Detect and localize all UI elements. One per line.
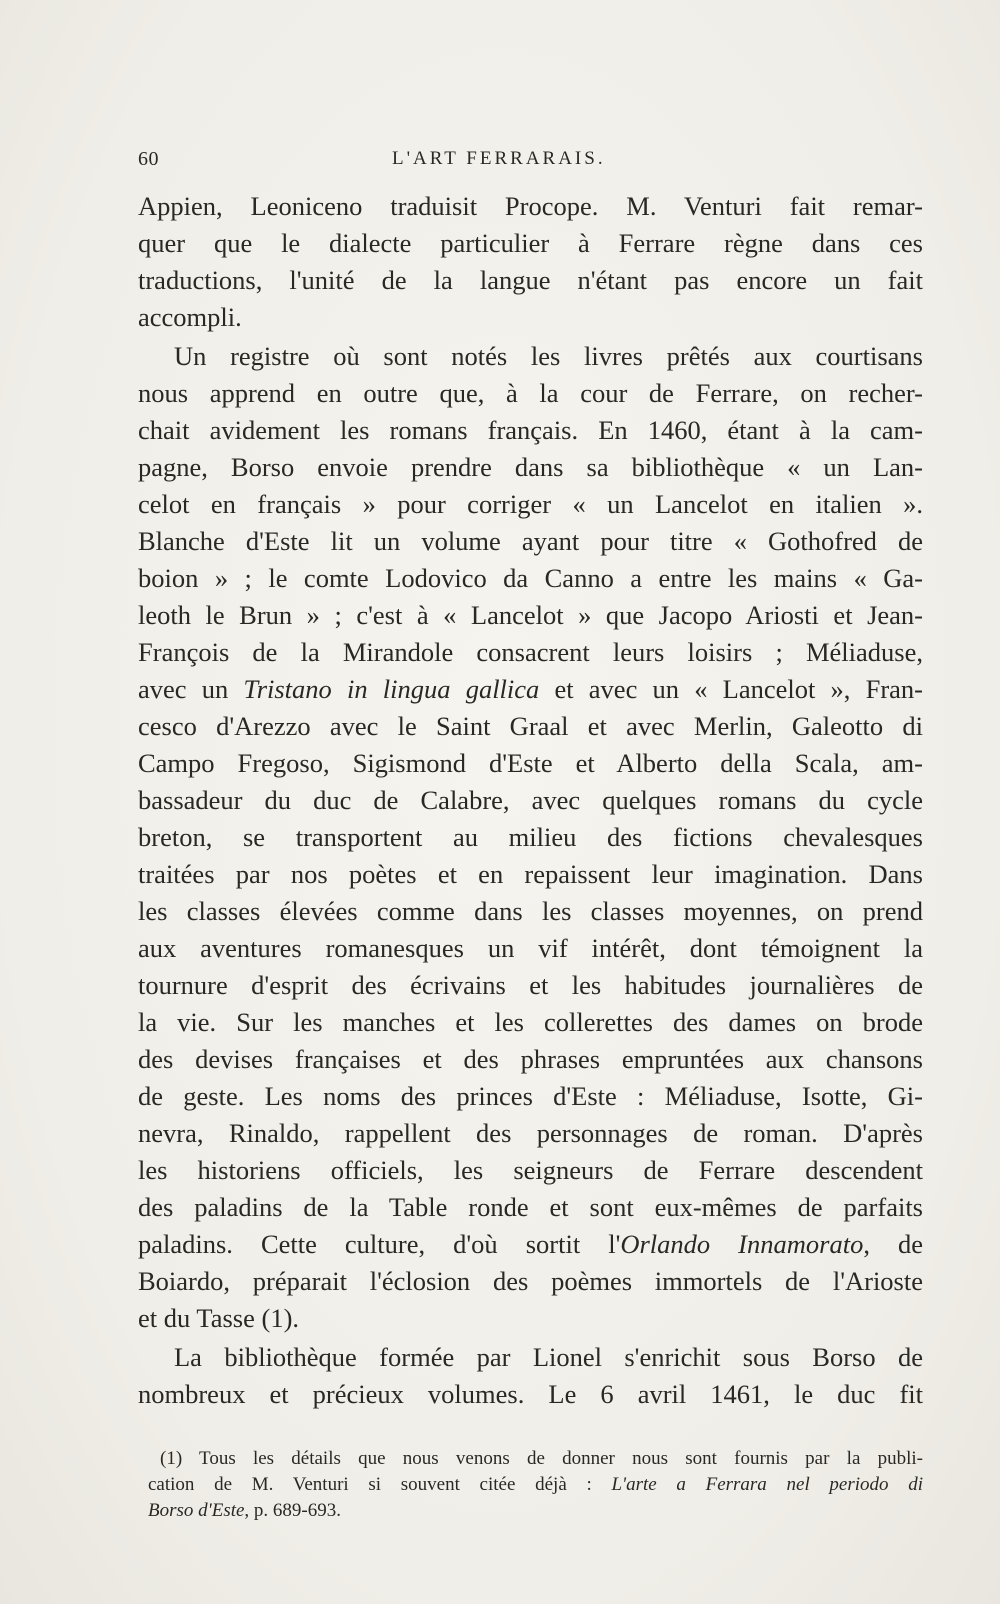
text-line: Blanche d'Este lit un volume ayant pour titre « Gothofred de (138, 526, 923, 556)
text-line: nombreux et précieux volumes. Le 6 avril 1461, le duc fit (138, 1379, 923, 1409)
text-line: quer que le dialecte particulier à Ferrare règne dans ces (138, 228, 923, 258)
text-line: nous apprend en outre que, à la cour de Ferrare, on recher- (138, 378, 923, 408)
text-line: tournure d'esprit des écrivains et les habitudes journalières de (138, 970, 923, 1000)
text-line: chait avidement les romans français. En 1460, étant à la cam- (138, 415, 923, 445)
footnote (148, 1446, 923, 1524)
text-line: des paladins de la Table ronde et sont eux-mêmes de parfaits (138, 1192, 923, 1222)
text-line: Un registre où sont notés les livres prêtés aux courtisans (174, 341, 923, 371)
text-line-with-italic (138, 671, 923, 708)
italic-title: L'arte a Ferrara nel periodo di (611, 1474, 924, 1495)
text-line: leoth le Brun » ; c'est à « Lancelot » que Jacopo Ariosti et Jean- (138, 600, 923, 630)
text-line: Campo Fregoso, Sigismond d'Este et Alberto della Scala, am- (138, 748, 923, 778)
text-line: traductions, l'unité de la langue n'étant pas encore un fait (138, 265, 923, 295)
text-segment: cation de M. Venturi si souvent citée déjà : (148, 1474, 612, 1495)
footnote-line (148, 1472, 923, 1498)
text-line: breton, se transportent au milieu des fictions chevalesques (138, 822, 923, 852)
text-line: les classes élevées comme dans les classes moyennes, on prend (138, 896, 923, 926)
italic-title: Orlando Innamorato (620, 1229, 864, 1259)
page-header (138, 148, 658, 180)
text-line: accompli. (138, 302, 242, 332)
text-line-with-italic (138, 1226, 923, 1263)
text-line: La bibliothèque formée par Lionel s'enrichit sous Borso de (174, 1342, 923, 1372)
page-number: 60 (138, 148, 159, 170)
text-segment: , de (863, 1229, 923, 1259)
footnote-line (148, 1498, 923, 1524)
text-line: celot en français » pour corriger « un Lancelot en italien ». (138, 489, 923, 519)
text-line: nevra, Rinaldo, rappellent des personnages de roman. D'après (138, 1118, 923, 1148)
text-line: des devises françaises et des phrases empruntées aux chansons (138, 1044, 923, 1074)
body-text (138, 188, 923, 1413)
text-line: bassadeur du duc de Calabre, avec quelques romans du cycle (138, 785, 923, 815)
text-segment: paladins. Cette culture, d'où sortit l' (138, 1229, 621, 1259)
text-line: cesco d'Arezzo avec le Saint Graal et avec Merlin, Galeotto di (138, 711, 923, 741)
text-segment: avec un (138, 674, 244, 704)
text-line: de geste. Les noms des princes d'Este : Méliaduse, Isotte, Gi- (138, 1081, 923, 1111)
text-line: Boiardo, préparait l'éclosion des poèmes immortels de l'Arioste (138, 1266, 923, 1296)
text-line: traitées par nos poètes et en repaissent leur imagination. Dans (138, 859, 923, 889)
text-line: et du Tasse (1). (138, 1303, 300, 1333)
text-line: François de la Mirandole consacrent leurs loisirs ; Méliaduse, (138, 637, 923, 667)
text-line: la vie. Sur les manches et les collerettes des dames on brode (138, 1007, 923, 1037)
text-segment: et avec un « Lancelot », Fran- (539, 674, 923, 704)
text-segment: , p. 689-693. (244, 1500, 341, 1521)
italic-title: Borso d'Este (148, 1500, 245, 1521)
italic-title: Tristano in lingua gallica (243, 674, 540, 704)
text-line: boion » ; le comte Lodovico da Canno a entre les mains « Ga- (138, 563, 923, 593)
text-line: Appien, Leoniceno traduisit Procope. M. Venturi fait remar- (138, 191, 923, 221)
footnote-line: (1) Tous les détails que nous venons de donner nous sont fournis par la publi- (160, 1448, 923, 1469)
running-head: L'ART FERRARAIS. (392, 148, 606, 169)
text-line: aux aventures romanesques un vif intérêt, dont témoignent la (138, 933, 923, 963)
text-line: les historiens officiels, les seigneurs de Ferrare descendent (138, 1155, 923, 1185)
text-line: pagne, Borso envoie prendre dans sa bibliothèque « un Lan- (138, 452, 923, 482)
